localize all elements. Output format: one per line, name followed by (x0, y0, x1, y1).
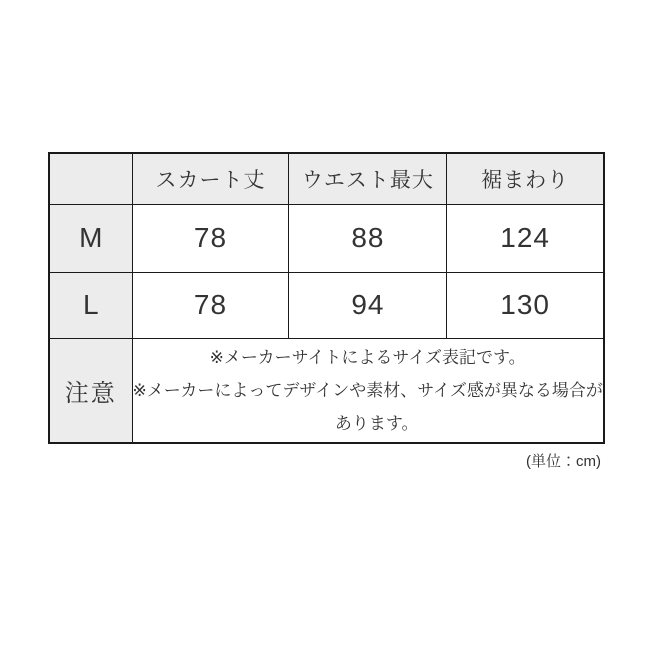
note-line-3: あります。 (334, 413, 419, 433)
corner-cell (49, 153, 132, 204)
cell-l-waist-max: 94 (289, 272, 447, 338)
table-row-note (49, 338, 604, 443)
size-label-l: L (49, 272, 132, 338)
size-chart-table-wrap (48, 152, 605, 444)
note-cell (132, 338, 604, 443)
column-header-skirt-length: スカート丈 (132, 153, 289, 204)
cell-l-hem-around: 130 (447, 272, 604, 338)
cell-l-skirt-length: 78 (132, 272, 289, 338)
size-label-m: M (49, 204, 132, 272)
size-chart-table (48, 152, 605, 444)
column-header-hem-around: 裾まわり (447, 153, 604, 204)
cell-m-waist-max: 88 (289, 204, 447, 272)
cell-m-skirt-length: 78 (132, 204, 289, 272)
unit-label: (単位：cm) (526, 453, 601, 470)
table-row-size-l (49, 272, 604, 338)
note-label: 注意 (49, 338, 132, 443)
table-row-size-m (49, 204, 604, 272)
cell-m-hem-around: 124 (447, 204, 604, 272)
header-row (49, 153, 604, 204)
note-line-2: ※メーカーによってデザインや素材、サイズ感が異なる場合が (132, 380, 603, 400)
note-line-1: ※メーカーサイトによるサイズ表記です。 (209, 347, 526, 367)
column-header-waist-max: ウエスト最大 (289, 153, 447, 204)
